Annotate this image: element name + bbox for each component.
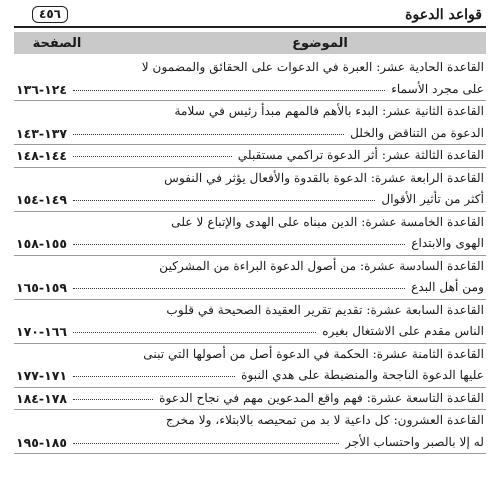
running-title: قواعد الدعوة bbox=[405, 7, 482, 23]
dot-leader bbox=[73, 432, 339, 444]
entry-line: عليها الدعوة الناجحة والمنضبطة على هدي النبوة bbox=[241, 368, 484, 382]
dot-leader bbox=[73, 388, 153, 400]
entry-last-line bbox=[16, 388, 484, 410]
entry-line: الهوى والابتداع bbox=[411, 236, 484, 250]
entry-line: القاعدة التاسعة عشرة: فهم واقع المدعوين مهم في نجاح الدعوة bbox=[159, 390, 484, 405]
page-range: ١٢٤-١٣٦ bbox=[16, 81, 67, 97]
page-range: ١٥٩-١٦٥ bbox=[16, 280, 67, 295]
topic-column-label: الموضوع bbox=[292, 35, 348, 51]
entry-line: القاعدة الثالثة عشر: أثر الدعوة تراكمي مستقبلي bbox=[237, 148, 484, 162]
entry-line: أكثر من تأثير الأقوال bbox=[381, 192, 484, 206]
entry-line: القاعدة السابعة عشرة: تقديم تقرير العقيدة الصحيحة في قلوب bbox=[166, 302, 484, 317]
dot-leader bbox=[73, 233, 405, 245]
entry-line: ومن أهل البدع bbox=[411, 280, 484, 294]
toc-entry bbox=[14, 256, 486, 300]
page-column-label: الصفحة bbox=[32, 35, 82, 51]
entry-line: القاعدة السادسة عشرة: من أصول الدعوة البراءة من المشركين bbox=[159, 258, 484, 273]
entry-last-line bbox=[16, 365, 484, 387]
entry-line: الدعوة من التناقض والخلل bbox=[350, 125, 484, 140]
entry-line: القاعدة الثانية عشر: البدء بالأهم فالمهم مبدأ رئيس في سلامة bbox=[174, 104, 484, 118]
page-range: ١٣٧-١٤٣ bbox=[16, 125, 67, 141]
page-range: ١٥٥-١٥٨ bbox=[16, 236, 67, 251]
entry-line: القاعدة العشرون: كل داعية لا بد من تمحيصه بالابتلاء، ولا مخرج bbox=[165, 413, 484, 427]
page-range: ١٤٤-١٤٨ bbox=[16, 148, 67, 163]
toc-entry bbox=[14, 57, 486, 101]
toc-entry bbox=[14, 388, 486, 411]
toc-entry bbox=[14, 145, 486, 168]
entry-line: القاعدة الرابعة عشرة: الدعوة بالقدوة والأفعال يؤثر في النفوس bbox=[164, 170, 484, 185]
entry-last-line bbox=[16, 189, 484, 211]
dot-leader bbox=[73, 123, 344, 135]
entry-last-line bbox=[16, 321, 484, 343]
entry-last-line bbox=[16, 233, 484, 255]
dot-leader bbox=[73, 145, 232, 157]
entry-line: الناس مقدم على الاشتغال بغيره bbox=[322, 324, 484, 338]
entry-line: القاعدة الخامسة عشرة: الدين مبناه على الهدى والإتباع لا على bbox=[171, 214, 484, 229]
dot-leader bbox=[73, 79, 385, 91]
page-range: ١٧١-١٧٧ bbox=[16, 368, 67, 383]
page-range: ١٤٩-١٥٤ bbox=[16, 192, 67, 207]
entry-line: له إلا بالصبر واحتساب الأجر bbox=[344, 434, 484, 449]
dot-leader bbox=[73, 365, 235, 377]
toc-entry bbox=[14, 300, 486, 344]
entry-last-line bbox=[16, 432, 484, 454]
entry-last-line bbox=[16, 277, 484, 299]
toc-entry bbox=[14, 344, 486, 388]
entry-line: القاعدة الثامنة عشرة: الحكمة في الدعوة أصل من أصولها التي تبنى bbox=[143, 346, 484, 361]
dot-leader bbox=[73, 277, 405, 289]
dot-leader bbox=[73, 321, 316, 333]
toc-entry bbox=[14, 212, 486, 256]
toc-entries bbox=[14, 57, 486, 454]
table-header bbox=[14, 32, 486, 54]
entry-line: القاعدة الحادية عشر: العبرة في الدعوات على الحقائق والمضمون لا bbox=[141, 60, 484, 74]
toc-entry bbox=[14, 101, 486, 145]
entry-last-line bbox=[16, 79, 484, 101]
dot-leader bbox=[73, 189, 375, 201]
running-header bbox=[14, 4, 486, 28]
page-range: ١٧٨-١٨٤ bbox=[16, 390, 67, 406]
page-number: ٤٥٦ bbox=[32, 6, 68, 23]
page-range: ١٨٥-١٩٥ bbox=[16, 434, 67, 450]
entry-line: على مجرد الأسماء bbox=[391, 81, 484, 96]
toc-entry bbox=[14, 410, 486, 454]
entry-last-line bbox=[16, 123, 484, 145]
toc-entry bbox=[14, 168, 486, 212]
page-range: ١٦٦-١٧٠ bbox=[16, 324, 67, 339]
entry-last-line bbox=[16, 145, 484, 167]
